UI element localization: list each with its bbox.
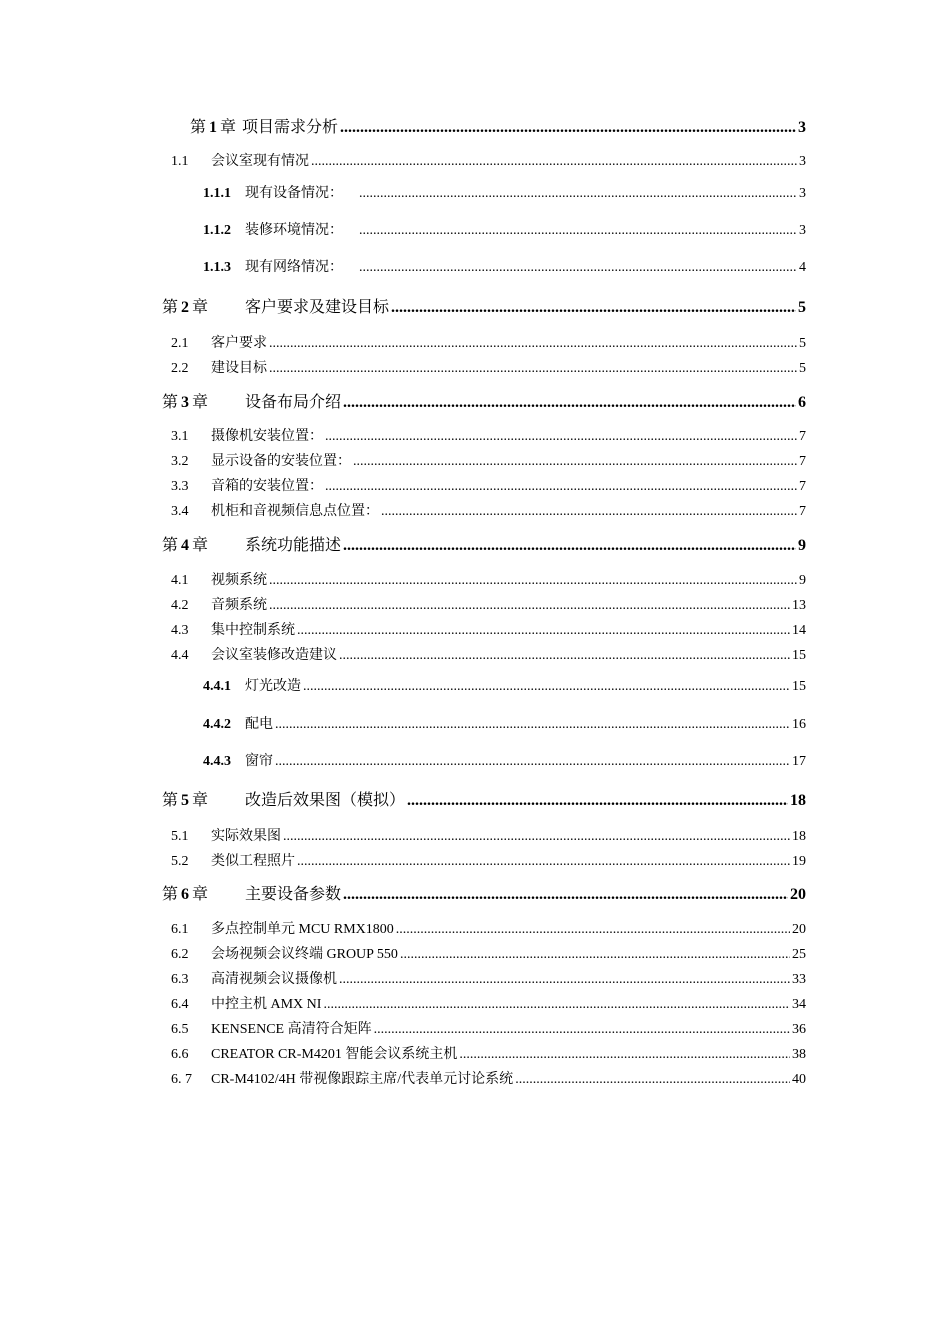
toc-page-number: 5 — [799, 336, 806, 351]
toc-page-number: 16 — [792, 717, 806, 732]
toc-page-number: 33 — [792, 972, 806, 987]
toc-leader-dots — [400, 948, 790, 962]
toc-page-number: 7 — [799, 479, 806, 494]
toc-leader-dots — [269, 574, 797, 588]
toc-title: 类似工程照片 — [211, 854, 295, 869]
toc-section[interactable] — [171, 574, 806, 588]
toc-number: 4.3 — [171, 623, 189, 638]
toc-number: 3.1 — [171, 429, 189, 444]
toc-leader-dots — [303, 680, 790, 694]
toc-section[interactable] — [171, 480, 806, 494]
toc-chapter[interactable] — [190, 120, 806, 136]
toc-leader-dots — [340, 120, 796, 136]
toc-section[interactable] — [171, 624, 806, 638]
toc-page-number: 15 — [792, 679, 806, 694]
toc-title: 现有设备情况： — [245, 186, 343, 201]
toc-number: 3.4 — [171, 504, 189, 519]
toc-section[interactable] — [171, 998, 806, 1012]
toc-leader-dots — [359, 261, 797, 275]
toc-leader-dots — [391, 300, 796, 316]
toc-section[interactable] — [171, 948, 806, 962]
toc-leader-dots — [459, 1048, 790, 1062]
toc-section[interactable] — [171, 1023, 806, 1037]
toc-leader-dots — [359, 224, 797, 238]
toc-number: 6.5 — [171, 1022, 189, 1037]
toc-page-number: 3 — [799, 154, 806, 169]
toc-number: 6.1 — [171, 922, 189, 937]
toc-section[interactable] — [171, 599, 806, 613]
toc-title: 机柜和音视频信息点位置： — [211, 504, 379, 519]
toc-leader-dots — [353, 455, 797, 469]
toc-title: 项目需求分析 — [242, 119, 339, 136]
toc-page-number: 20 — [790, 886, 806, 903]
toc-section[interactable] — [171, 973, 806, 987]
toc-leader-dots — [343, 395, 796, 411]
toc-title: 改造后效果图（模拟） — [245, 792, 406, 809]
toc-section[interactable] — [171, 155, 806, 169]
toc-title: 高清视频会议摄像机 — [211, 972, 337, 987]
toc-leader-dots — [283, 830, 790, 844]
toc-chapter[interactable] — [162, 395, 806, 411]
toc-title: 系统功能描述 — [245, 537, 342, 554]
toc-leader-dots — [269, 599, 790, 613]
toc-page-number: 6 — [798, 394, 806, 411]
toc-number: 第 4 章 — [162, 537, 209, 554]
toc-number: 第 5 章 — [162, 792, 209, 809]
toc-page-number: 9 — [798, 537, 806, 554]
toc-number: 2.2 — [171, 361, 189, 376]
toc-leader-dots — [275, 718, 790, 732]
toc-page-number: 36 — [792, 1022, 806, 1037]
toc-title: 配电 — [245, 717, 273, 732]
toc-page-number: 15 — [792, 648, 806, 663]
toc-number: 1.1 — [171, 154, 189, 169]
toc-title: CR-M4102/4H 带视像跟踪主席/代表单元讨论系统 — [211, 1072, 514, 1087]
toc-subsection[interactable] — [203, 187, 806, 201]
toc-number: 4.4.2 — [203, 717, 231, 732]
toc-number: 2.1 — [171, 336, 189, 351]
toc-page-number: 7 — [799, 429, 806, 444]
toc-section[interactable] — [171, 455, 806, 469]
toc-page-number: 19 — [792, 854, 806, 869]
toc-title: KENSENCE 高清符合矩阵 — [211, 1022, 372, 1037]
toc-number: 1.1.2 — [203, 223, 231, 238]
toc-leader-dots — [515, 1073, 790, 1087]
toc-page-number: 38 — [792, 1047, 806, 1062]
toc-page-number: 18 — [792, 829, 806, 844]
toc-leader-dots — [297, 855, 790, 869]
toc-page-number: 14 — [792, 623, 806, 638]
toc-title: 音频系统 — [211, 598, 267, 613]
toc-title: 摄像机安装位置： — [211, 429, 323, 444]
toc-section[interactable] — [171, 830, 806, 844]
toc-section[interactable] — [171, 337, 806, 351]
toc-leader-dots — [343, 887, 788, 903]
toc-number: 第 3 章 — [162, 394, 209, 411]
toc-leader-dots — [381, 505, 797, 519]
toc-title: 中控主机 AMX NI — [211, 997, 322, 1012]
toc-page-number: 20 — [792, 922, 806, 937]
toc-number: 第 1 章 — [190, 119, 237, 136]
toc-title: 客户要求及建设目标 — [245, 299, 390, 316]
toc-title: 建设目标 — [211, 361, 267, 376]
toc-subsection[interactable] — [203, 718, 806, 732]
toc-title: 主要设备参数 — [245, 886, 342, 903]
toc-leader-dots — [339, 649, 790, 663]
toc-title: 设备布局介绍 — [245, 394, 342, 411]
toc-number: 6.6 — [171, 1047, 189, 1062]
toc-subsection[interactable] — [203, 680, 806, 694]
toc-number: 5.1 — [171, 829, 189, 844]
toc-chapter[interactable] — [162, 538, 806, 554]
toc-leader-dots — [325, 480, 797, 494]
toc-title: 灯光改造 — [245, 679, 301, 694]
toc-number: 第 2 章 — [162, 299, 209, 316]
toc-page-number: 18 — [790, 792, 806, 809]
toc-page-number: 9 — [799, 573, 806, 588]
toc-number: 3.2 — [171, 454, 189, 469]
toc-leader-dots — [339, 973, 790, 987]
toc-leader-dots — [343, 538, 796, 554]
toc-leader-dots — [407, 793, 788, 809]
toc-number: 6.2 — [171, 947, 189, 962]
toc-number: 第 6 章 — [162, 886, 209, 903]
toc-number: 6.4 — [171, 997, 189, 1012]
toc-title: 集中控制系统 — [211, 623, 295, 638]
toc-page-number: 40 — [792, 1072, 806, 1087]
toc-page-number: 7 — [799, 504, 806, 519]
toc-title: 视频系统 — [211, 573, 267, 588]
toc-title: 客户要求 — [211, 336, 267, 351]
toc-page-number: 3 — [799, 186, 806, 201]
toc-leader-dots — [325, 430, 797, 444]
toc-subsection[interactable] — [203, 755, 806, 769]
toc-page-number: 17 — [792, 754, 806, 769]
toc-title: 音箱的安装位置： — [211, 479, 323, 494]
toc-leader-dots — [311, 155, 797, 169]
toc-title: 装修环境情况： — [245, 223, 343, 238]
toc-page-number: 34 — [792, 997, 806, 1012]
toc-subsection[interactable] — [203, 224, 806, 238]
toc-leader-dots — [396, 923, 790, 937]
toc-title: 会议室装修改造建议 — [211, 648, 337, 663]
toc-title: 会议室现有情况 — [211, 154, 309, 169]
toc-section[interactable] — [171, 1073, 806, 1087]
toc-chapter[interactable] — [162, 793, 806, 809]
toc-page-number: 13 — [792, 598, 806, 613]
toc-page-number: 5 — [798, 299, 806, 316]
toc-section[interactable] — [171, 1048, 806, 1062]
toc-leader-dots — [297, 624, 790, 638]
toc-number: 1.1.3 — [203, 260, 231, 275]
toc-title: 窗帘 — [245, 754, 273, 769]
toc-number: 5.2 — [171, 854, 189, 869]
toc-chapter[interactable] — [162, 300, 806, 316]
toc-page-number: 3 — [798, 119, 806, 136]
toc-number: 4.1 — [171, 573, 189, 588]
toc-section[interactable] — [171, 505, 806, 519]
toc-title: 现有网络情况： — [245, 260, 343, 275]
toc-leader-dots — [359, 187, 797, 201]
toc-page-number: 25 — [792, 947, 806, 962]
toc-number: 1.1.1 — [203, 186, 231, 201]
toc-number: 6. 7 — [171, 1072, 192, 1087]
toc-page-number: 7 — [799, 454, 806, 469]
toc-subsection[interactable] — [203, 261, 806, 275]
toc-page-number: 4 — [799, 260, 806, 275]
toc-section[interactable] — [171, 430, 806, 444]
toc-title: 会场视频会议终端 GROUP 550 — [211, 947, 398, 962]
toc-page-number: 3 — [799, 223, 806, 238]
toc-title: 实际效果图 — [211, 829, 281, 844]
toc-section[interactable] — [171, 649, 806, 663]
toc-leader-dots — [275, 755, 790, 769]
toc-number: 3.3 — [171, 479, 189, 494]
toc-section[interactable] — [171, 855, 806, 869]
toc-number: 4.4 — [171, 648, 189, 663]
toc-leader-dots — [323, 998, 790, 1012]
toc-number: 6.3 — [171, 972, 189, 987]
toc-title: 显示设备的安装位置： — [211, 454, 351, 469]
toc-title: CREATOR CR-M4201 智能会议系统主机 — [211, 1047, 458, 1062]
toc-number: 4.2 — [171, 598, 189, 613]
toc-chapter[interactable] — [162, 887, 806, 903]
toc-number: 4.4.3 — [203, 754, 231, 769]
toc-title: 多点控制单元 MCU RMX1800 — [211, 922, 394, 937]
toc-section[interactable] — [171, 923, 806, 937]
toc-section[interactable] — [171, 362, 806, 376]
toc-page-number: 5 — [799, 361, 806, 376]
toc-number: 4.4.1 — [203, 679, 231, 694]
toc-leader-dots — [374, 1023, 790, 1037]
toc-leader-dots — [269, 362, 797, 376]
toc-leader-dots — [269, 337, 797, 351]
